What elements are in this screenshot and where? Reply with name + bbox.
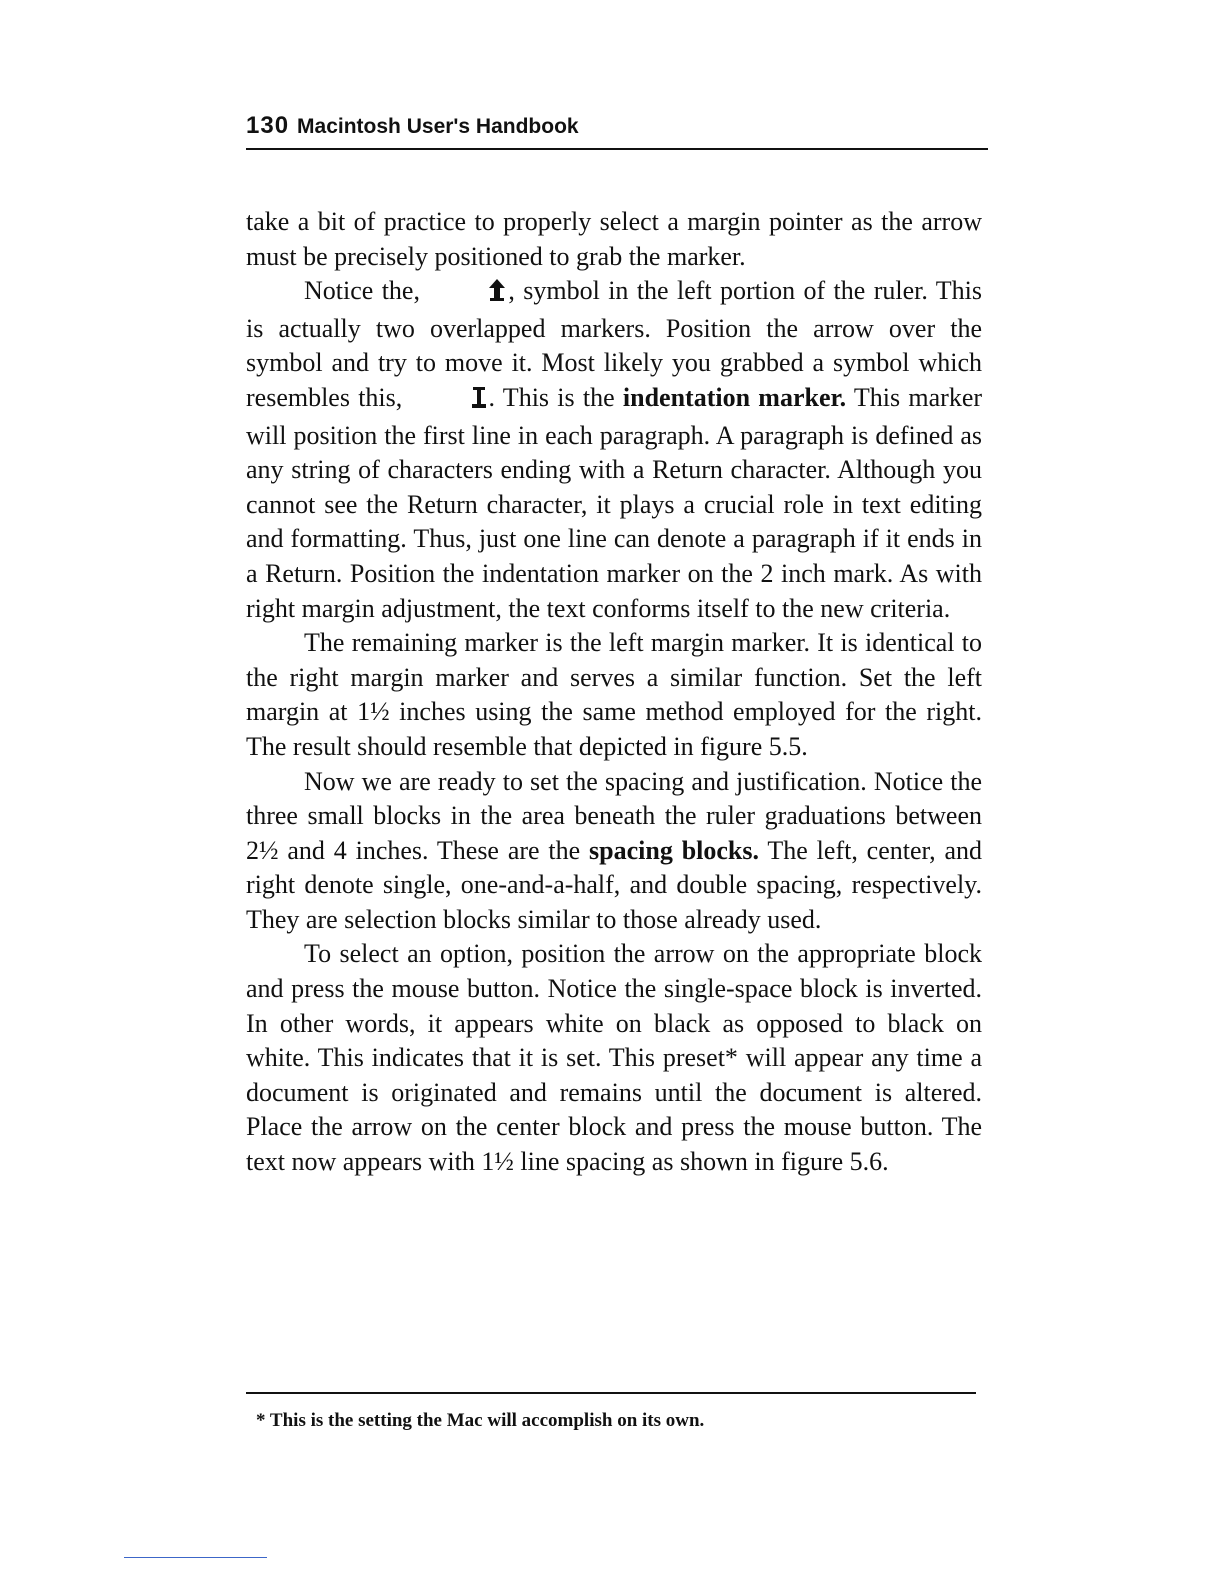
paragraph-2-part-c: . This is the [488, 382, 615, 412]
body-text [246, 205, 982, 1180]
term-indentation-marker: indentation marker. [622, 382, 847, 412]
paragraph-3: The remaining marker is the left margin marker. It is identical to the right margin marker and serves a similar function. Set the left margin at 1½ inches using the same method employed for the right. The result should resemble that depicted in figure 5.5. [246, 628, 982, 761]
paragraph-2-part-b: , symbol in the left portion of the ruler. This is actually two overlapped markers. Position the arrow over the symbol and try to move it. Most likely you grabbed a symbol which resembles this, [246, 276, 982, 412]
paragraph-2 [246, 274, 982, 626]
paragraph-4-part-a: Now we are ready to set the spacing and justification. Notice the three small blocks in the area beneath the ruler graduations between 2½ and 4 inches. These are the [246, 766, 982, 865]
term-spacing-blocks: spacing blocks. [589, 835, 760, 865]
paragraph-1: take a bit of practice to properly select a margin pointer as the arrow must be precisely positioned to grab the marker. [246, 207, 982, 271]
paragraph-2-part-a: Notice the, [304, 276, 420, 306]
footnote [256, 1410, 976, 1432]
footnote-text: This is the setting the Mac will accomplish on its own. [269, 1410, 705, 1431]
paragraph-5: To select an option, position the arrow on the appropriate block and press the mouse button. Notice the single-space block is inverted. In other words, it appears white on black as opposed to black on white. This indicates that it is set. This preset* will appear any time a document is originated and remains until the document is altered. Place the arrow on the center block and press the mouse button. The text now appears with 1½ line spacing as shown in figure 5.6. [246, 939, 982, 1177]
paragraph-4-part-b: The left, center, and right denote single, one-and-a-half, and double spacing, respectively. They are selection blocks similar to those already used. [246, 835, 983, 934]
paragraph-4 [246, 765, 982, 938]
indentation-marker-icon [413, 384, 487, 419]
page-number: 130 [246, 112, 290, 139]
footnote-marker: * [256, 1410, 266, 1431]
overlapped-margin-marker-icon [430, 277, 506, 312]
footnote-divider [246, 1392, 976, 1394]
scan-edge-line [124, 1557, 267, 1558]
paragraph-2-part-d: This marker will position the first line in each paragraph. A paragraph is defined as any string of characters ending with a Return character. Although you cannot see the Return character, it plays a crucial role in text editing and formatting. Thus, just one line can denote a paragraph if it ends in a Return. Position the indentation marker on the 2 inch mark. As with right margin adjustment, the text conforms itself to the new criteria. [246, 382, 983, 623]
running-title: Macintosh User's Handbook [297, 115, 579, 138]
page-header [246, 112, 988, 150]
